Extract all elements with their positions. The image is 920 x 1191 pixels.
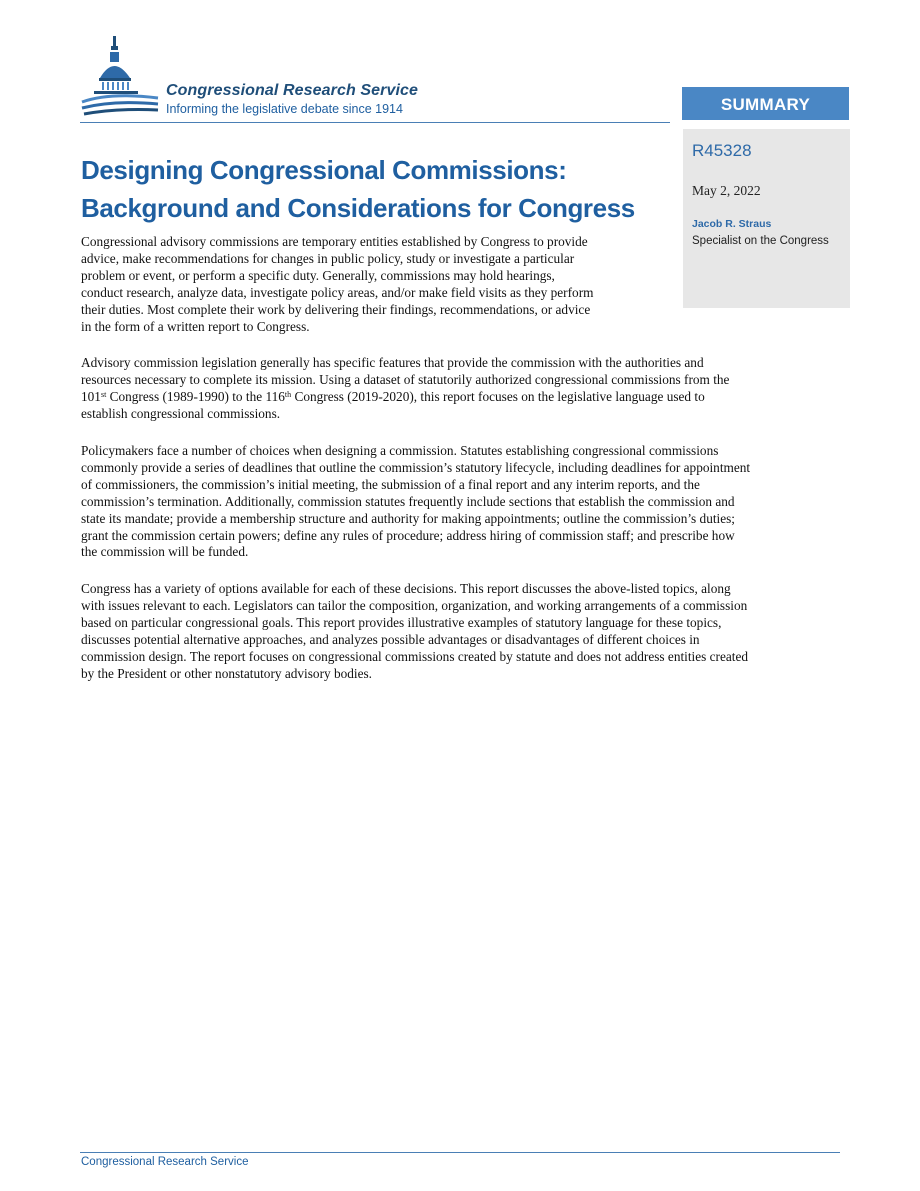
paragraph-line: the commission will be funded. [81,544,249,560]
summary-paragraph-1 [81,234,666,335]
paragraph-line: their duties. Most complete their work by delivering their findings, recommendations, or advice [81,301,591,317]
paragraph-line: problem or event, or perform a specific duty. Generally, commissions may hold hearings, [81,267,555,283]
header-divider [80,122,670,123]
paragraph-line: conduct research, analyze data, investigate policy areas, and/or make field visits as they perform [81,284,594,300]
page-title [81,151,681,227]
line-text: Congress (2019-2020), this report focuses on the legislative language used to [291,388,705,404]
paragraph-line: based on particular congressional goals. This report provides illustrative examples of statutory language for these topics, [81,614,722,630]
paragraph-line: Advisory commission legislation generally has specific features that provide the commission with the authorities and [81,355,704,370]
org-name: Congressional Research Service [166,82,419,99]
summary-tab: SUMMARY [682,87,849,120]
author-title: Specialist on the Congress [692,235,829,247]
header [80,32,670,124]
paragraph-line: commission’s termination. Additionally, commission statutes frequently include sections that establish the commission and [81,493,735,509]
author-name: Jacob R. Straus [692,218,772,230]
paragraph-line: in the form of a written report to Congress. [81,318,310,334]
paragraph-line: with issues relevant to each. Legislators can tailor the composition, organization, and working arrangements of a commission [81,597,748,613]
title-line-2: Background and Considerations for Congress [81,193,635,223]
org-tagline: Informing the legislative debate since 1914 [166,102,403,116]
paragraph-line: commission design. The report focuses on congressional commissions created by statute and does not address entities created [81,648,749,664]
footer-org-name: Congressional Research Service [81,1156,249,1168]
paragraph-line: discusses potential alternative approaches, and analyzes possible advantages or disadvantages of different choices in [81,631,700,647]
paragraph-line: Congress has a variety of options available for each of these decisions. This report discusses the above-listed topics, along [81,581,731,596]
paragraph-line [81,389,841,406]
footer-divider [80,1152,840,1153]
paragraph-line: Congressional advisory commissions are temporary entities established by Congress to provide [81,234,588,249]
paragraph-line: resources necessary to complete its mission. Using a dataset of statutorily authorized congressional commissions from the [81,371,730,387]
congress-number: 101 [81,388,101,404]
paragraph-line: establish congressional commissions. [81,405,281,421]
report-date: May 2, 2022 [692,183,761,198]
ordinal-suffix: st [100,389,107,399]
paragraph-line: of commissioners, the commission’s initial meeting, the submission of a final report and any interim reports, and the [81,476,700,492]
paragraph-line: commonly provide a series of deadlines that outline the commission’s statutory lifecycle, including deadlines for appointment [81,459,751,475]
summary-sidebar [683,129,850,308]
paragraph-line: by the President or other nonstatutory advisory bodies. [81,665,373,681]
line-text: Congress (1989-1990) to the 116 [106,388,285,404]
title-line-1: Designing Congressional Commissions: [81,155,567,185]
paragraph-line: Policymakers face a number of choices when designing a commission. Statutes establishing congressional commissions [81,443,719,458]
paragraph-line: state its mandate; provide a membership structure and authority for making appointments; outline the commission’s duties; [81,510,736,526]
paragraph-line: advice, make recommendations for changes in public policy, study or investigate a particular [81,250,575,266]
ordinal-suffix: th [284,389,292,399]
paragraph-line: grant the commission certain powers; define any rules of procedure; address hiring of commission staff; and prescribe how [81,527,735,543]
report-number: R45328 [692,141,752,160]
capitol-dome-logo [80,32,160,120]
summary-paragraph-3 [81,443,841,561]
summary-paragraph-2 [81,355,841,423]
summary-paragraph-4 [81,581,841,682]
